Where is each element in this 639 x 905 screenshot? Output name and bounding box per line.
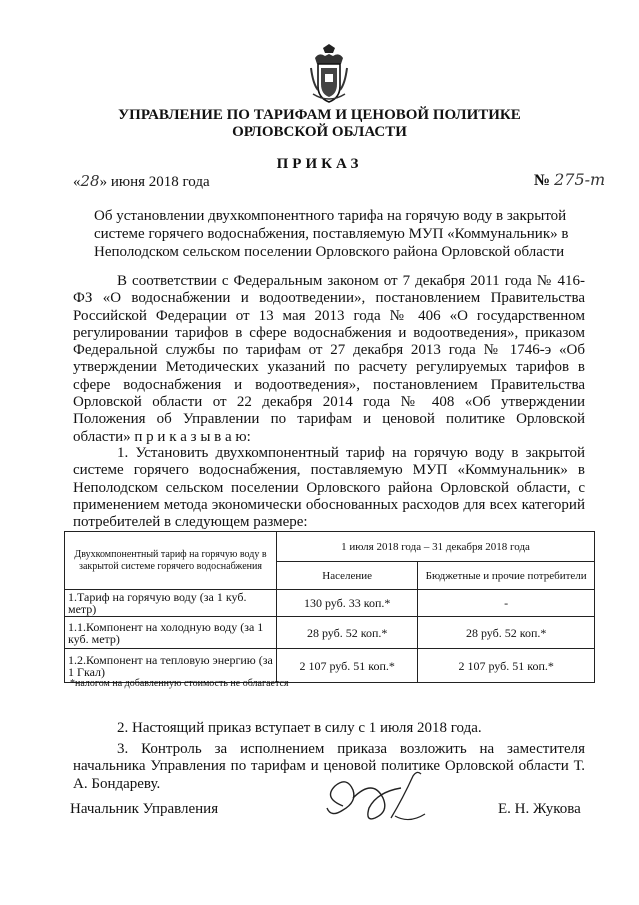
table-row (65, 590, 595, 617)
table-header-name: Двухкомпонентный тариф на горячую воду в закрытой системе горячего водоснабжения (65, 532, 277, 590)
date-day-handwritten: 28 (80, 172, 100, 190)
row-population-value: 2 107 руб. 51 коп.* (277, 649, 418, 683)
table-header-population: Население (277, 562, 418, 590)
table-header-period: 1 июля 2018 года – 31 декабря 2018 года (277, 532, 595, 562)
handwritten-signature-icon (313, 768, 443, 828)
table-row (65, 617, 595, 649)
agency-name-line2: ОРЛОВСКОЙ ОБЛАСТИ (232, 124, 407, 140)
date-rest: » июня 2018 года (99, 174, 210, 190)
coat-of-arms-icon (309, 44, 349, 104)
signatory-role: Начальник Управления (70, 801, 219, 817)
row-name: 1.1.Компонент на холодную воду (за 1 куб. метр) (65, 617, 277, 649)
order-title: ПРИКАЗ (276, 156, 363, 172)
order-subject: Об установлении двухкомпонентного тарифа на горячую воду в закрытой системе горячего водоснабжения, поставляемую МУП «Коммунальник» в Неполодском сельском поселении Орловского района Орловской области (94, 208, 569, 260)
row-budget-value: - (418, 590, 595, 617)
row-population-value: 130 руб. 33 коп.* (277, 590, 418, 617)
number-handwritten: 275-т (554, 170, 606, 189)
paragraph-preamble: В соответствии с Федеральным законом от 7 декабря 2011 года № 416-ФЗ «О водоснабжении и водоотведении», постановлением Правительства Российской Федерации от 13 мая 2013 года № 406 «О государственном регулировании тарифов в сфере водоснабжения и водоотведения», приказом Федеральной службы по тарифам от 27 декабря 2013 года № 1746-э «Об утверждении Методических указаний по расчету регулируемых тарифов в сфере водоснабжения и водоотведения», постановлением Правительства Орловской области от 22 декабря 2014 года № 408 «Об утверждении Положения об Управлении по тарифам и ценовой политике Орловской области» п р и к а з ы в а ю: (73, 273, 585, 445)
row-name: 1.2.Компонент на тепловую энергию (за 1 Гкал) (65, 649, 277, 683)
paragraph-item-3: 3. Контроль за исполнением приказа возложить на заместителя начальника Управления по тарифам и ценовой политике Орловской области Т. А. Бондареву. (73, 741, 585, 792)
order-date (73, 172, 210, 191)
table-footnote: *налогом на добавленную стоимость не облагается (70, 678, 289, 689)
row-name: 1.Тариф на горячую воду (за 1 куб. метр) (65, 590, 277, 617)
date-open-quote: « (73, 174, 81, 190)
signatory-name: Е. Н. Жукова (498, 801, 581, 817)
agency-name-line1: УПРАВЛЕНИЕ ПО ТАРИФАМ И ЦЕНОВОЙ ПОЛИТИКЕ (118, 107, 521, 123)
paragraph-item-2: 2. Настоящий приказ вступает в силу с 1 июля 2018 года. (117, 720, 482, 736)
row-budget-value: 2 107 руб. 51 коп.* (418, 649, 595, 683)
tariff-table (64, 531, 595, 683)
table-header-budget: Бюджетные и прочие потребители (418, 562, 595, 590)
paragraph-item-1: 1. Установить двухкомпонентный тариф на горячую воду в закрытой системе горячего водоснабжения, поставляемую МУП «Коммунальник» в Неполодском сельском поселении Орловского района Орловской области, с применением метода экономически обоснованных расходов для всех категорий потребителей в следующем размере: (73, 445, 585, 531)
row-budget-value: 28 руб. 52 коп.* (418, 617, 595, 649)
row-population-value: 28 руб. 52 коп.* (277, 617, 418, 649)
number-prefix: № (534, 172, 551, 189)
order-number (534, 170, 605, 190)
